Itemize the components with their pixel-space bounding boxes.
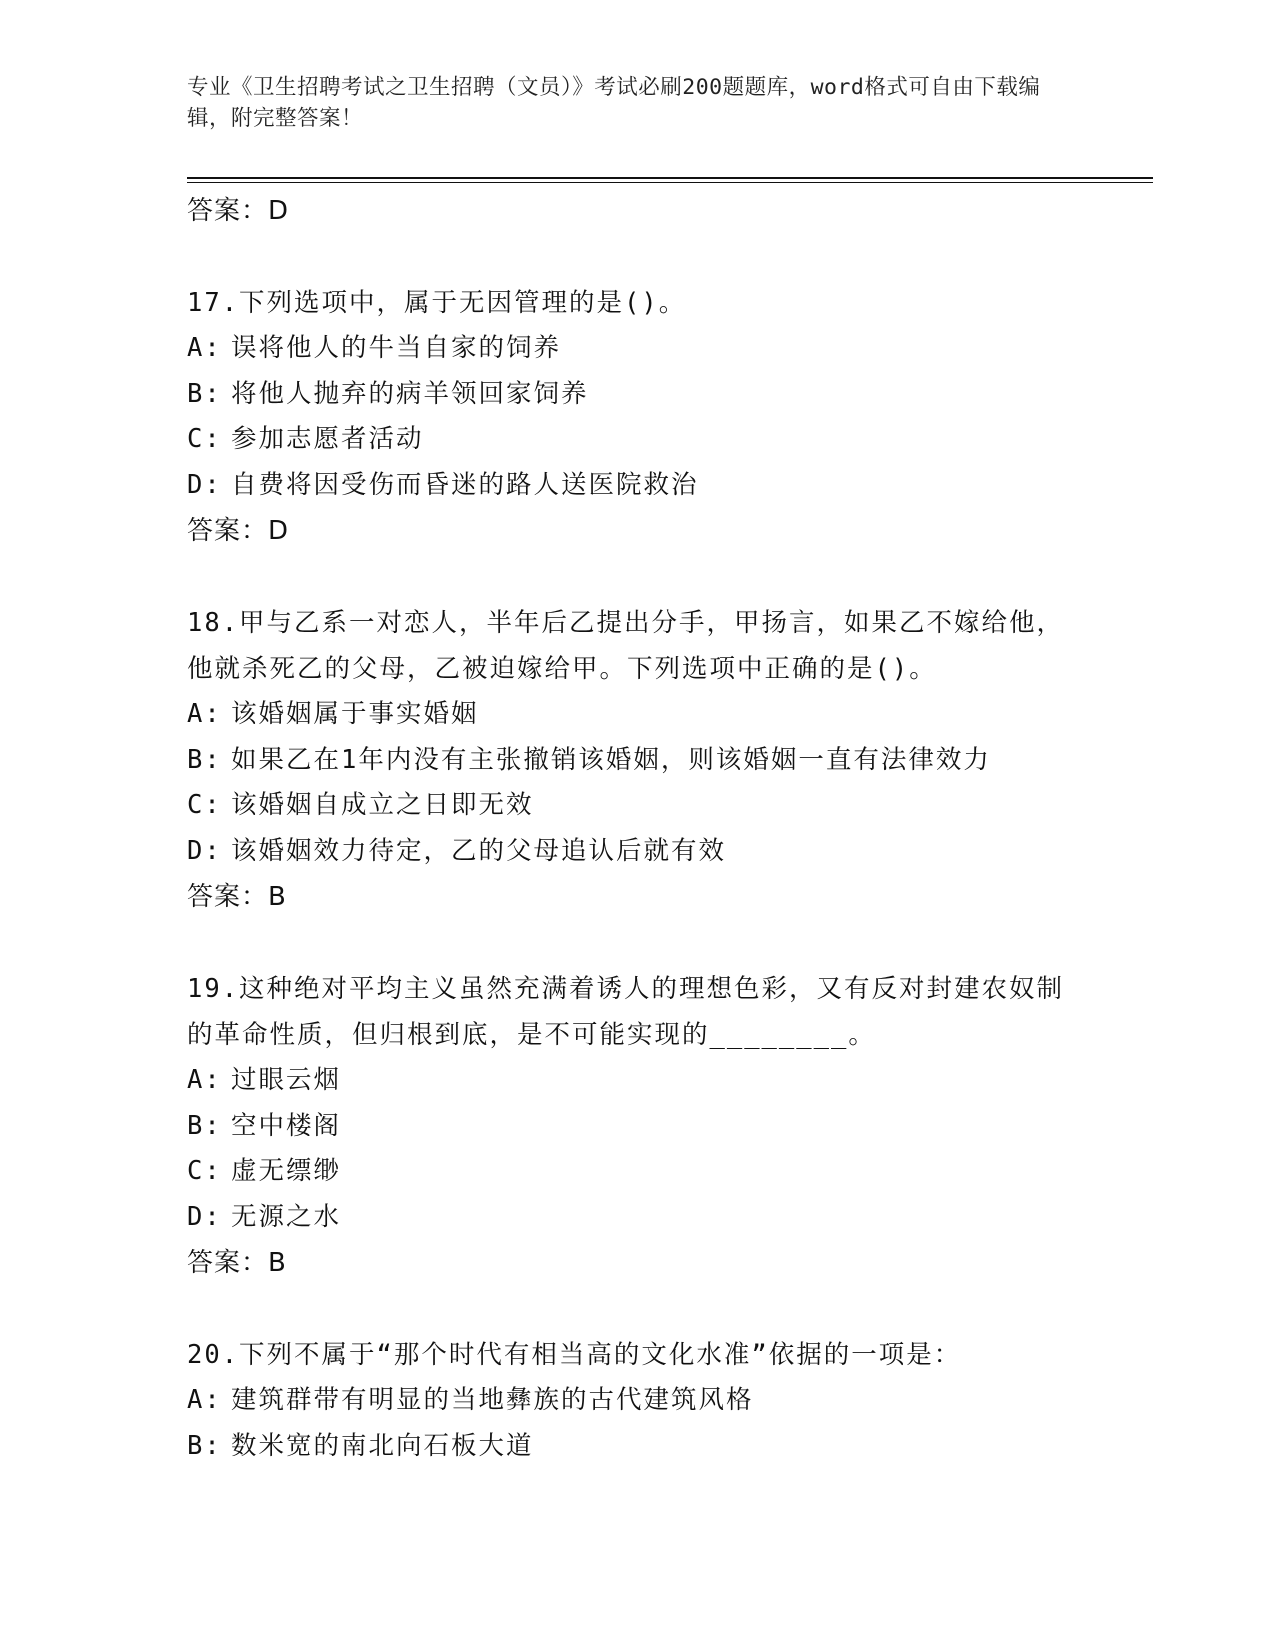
option-c: [187, 783, 1087, 829]
option-letter: D:: [187, 1201, 222, 1232]
question-answer: 答案：B: [187, 882, 287, 912]
option-text: 建筑群带有明显的当地彝族的古代建筑风格: [231, 1385, 754, 1415]
option-text: 该婚姻属于事实婚姻: [231, 699, 479, 729]
question-stem: 19.这种绝对平均主义虽然充满着诱人的理想色彩，又有反对封建农奴制的革命性质，但归根到底，是不可能实现的________。: [187, 974, 1065, 1050]
option-letter: B:: [187, 1430, 222, 1461]
option-a: [187, 326, 1087, 372]
option-letter: A:: [187, 1385, 222, 1415]
option-b: [187, 738, 1087, 784]
option-a: [187, 1378, 1087, 1424]
option-a: [187, 1058, 1087, 1104]
option-text: 空中楼阁: [231, 1110, 342, 1141]
option-text: 该婚姻自成立之日即无效: [231, 790, 534, 820]
question-stem: 18.甲与乙系一对恋人，半年后乙提出分手，甲扬言，如果乙不嫁给他，他就杀死乙的父母，乙被迫嫁给甲。下列选项中正确的是()。: [187, 608, 1065, 684]
document-body: [187, 188, 1087, 1469]
question-18: [187, 600, 1087, 920]
option-letter: D:: [187, 835, 222, 866]
question-20: [187, 1332, 1087, 1469]
option-letter: A:: [187, 333, 222, 363]
option-text: 过眼云烟: [231, 1065, 342, 1095]
header-divider-thin: [187, 182, 1153, 183]
option-letter: B:: [187, 744, 222, 775]
option-letter: C:: [187, 1156, 222, 1186]
question-17: [187, 280, 1087, 554]
option-text: 如果乙在1年内没有主张撤销该婚姻，则该婚姻一直有法律效力: [231, 744, 991, 775]
option-letter: D:: [187, 469, 222, 500]
option-b: [187, 1424, 1087, 1470]
question-answer: 答案：B: [187, 1248, 287, 1278]
option-c: [187, 417, 1087, 463]
option-letter: C:: [187, 790, 222, 820]
option-b: [187, 1104, 1087, 1150]
previous-answer: 答案：D: [187, 196, 290, 226]
option-text: 自费将因受伤而昏迷的路人送医院救治: [231, 469, 699, 500]
option-letter: A:: [187, 699, 222, 729]
option-text: 误将他人的牛当自家的饲养: [231, 333, 562, 363]
header-divider: [187, 177, 1153, 179]
option-letter: C:: [187, 424, 222, 454]
option-text: 该婚姻效力待定，乙的父母追认后就有效: [231, 835, 727, 866]
option-d: [187, 463, 1087, 509]
option-d: [187, 829, 1087, 875]
option-letter: B:: [187, 1110, 222, 1141]
option-a: [187, 692, 1087, 738]
option-b: [187, 372, 1087, 418]
option-text: 参加志愿者活动: [231, 424, 424, 454]
option-d: [187, 1195, 1087, 1241]
question-answer: 答案：D: [187, 516, 290, 546]
option-text: 将他人抛弃的病羊领回家饲养: [231, 378, 589, 409]
question-stem: 20.下列不属于“那个时代有相当高的文化水准”依据的一项是：: [187, 1340, 962, 1370]
question-19: [187, 966, 1087, 1286]
option-text: 数米宽的南北向石板大道: [231, 1430, 534, 1461]
document-header: 专业《卫生招聘考试之卫生招聘（文员）》考试必刷200题题库，word格式可自由下载编辑，附完整答案！: [187, 75, 1041, 131]
option-text: 虚无缥缈: [231, 1156, 342, 1186]
question-stem: 17.下列选项中，属于无因管理的是()。: [187, 288, 687, 318]
option-text: 无源之水: [231, 1201, 342, 1232]
option-letter: B:: [187, 378, 222, 409]
option-c: [187, 1149, 1087, 1195]
option-letter: A:: [187, 1065, 222, 1095]
